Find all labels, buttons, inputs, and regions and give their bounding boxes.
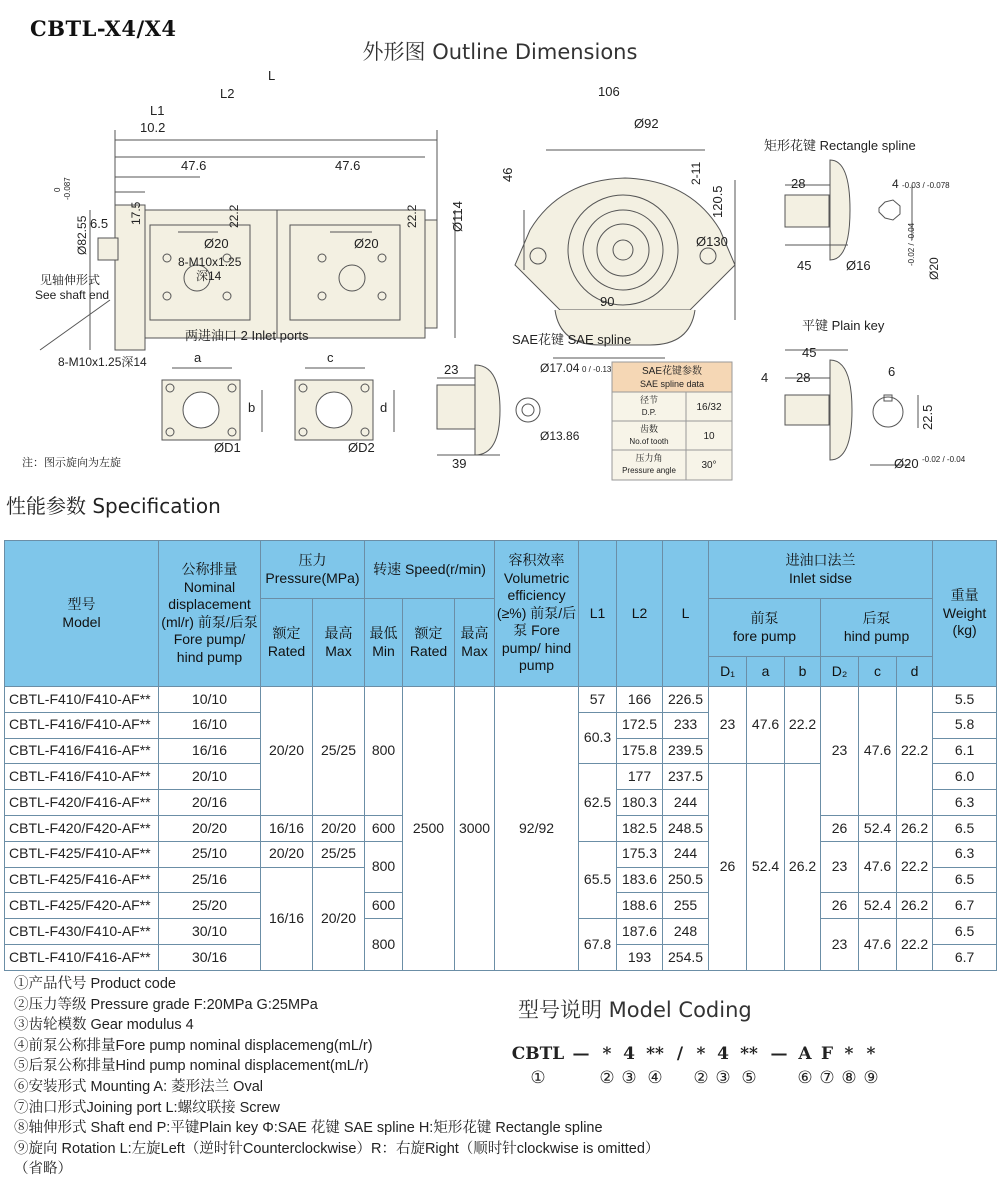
coding-segment: ⑤ (741, 1068, 757, 1088)
thread-depth: 深14 (196, 269, 222, 283)
cell-weight: 6.1 (933, 738, 997, 764)
rect-dim-45: 45 (797, 258, 812, 273)
cell-disp: 16/16 (159, 738, 261, 764)
shaft-note-cn: 见轴伸形式 (40, 273, 101, 287)
sae-spline-drawing (437, 365, 540, 455)
cell-c: 47.6 (859, 687, 897, 816)
cell-min: 600 (365, 815, 403, 841)
dim-shaft-tol-top: 0 (53, 187, 62, 192)
cell-D1: 26 (709, 764, 747, 970)
note-item: ⑦油口形式Joining port L:螺纹联接 Screw (14, 1099, 280, 1116)
col-pressure-rated: 额定 Rated (261, 599, 313, 687)
cell-speed-max: 3000 (455, 687, 495, 971)
col-hind-pump: 后泵 hind pump (821, 599, 933, 657)
shaft-note-en: See shaft end (35, 288, 110, 302)
coding-segment: * (696, 1044, 706, 1064)
col-d: d (897, 657, 933, 687)
cell-max: 20/20 (313, 867, 365, 970)
note-item: ②压力等级 Pressure grade F:20MPa G:25MPa (14, 996, 318, 1013)
inlet-dim-b: b (248, 400, 256, 415)
cell-weight: 6.3 (933, 790, 997, 816)
coding-segment: * (866, 1044, 876, 1064)
rect-spline-drawing (785, 160, 912, 260)
col-c: c (859, 657, 897, 687)
note-item: ⑥安装形式 Mounting A: 菱形法兰 Oval (14, 1078, 263, 1095)
plain-dim-6: 6 (888, 364, 896, 379)
cell-a: 47.6 (747, 687, 785, 764)
dim-90: 90 (600, 294, 615, 309)
cell-rated: 20/20 (261, 687, 313, 816)
coding-segment: ④ (647, 1068, 663, 1088)
cell-speed-rated: 2500 (403, 687, 455, 971)
cell-weight: 6.5 (933, 867, 997, 893)
model-coding-title: 型号说明 Model Coding (518, 998, 752, 1022)
cell-L2: 175.8 (617, 738, 663, 764)
cell-model: CBTL-F410/F410-AF** (5, 687, 159, 713)
dim-L: L (268, 68, 276, 83)
sae-dim-23: 23 (444, 362, 459, 377)
cell-L: 248.5 (663, 815, 709, 841)
cell-D2: 26 (821, 815, 859, 841)
product-title: CBTL-X4/X4 (30, 16, 177, 41)
coding-segment: ⑧ (841, 1068, 857, 1088)
spec-table (4, 540, 997, 971)
cell-disp: 30/10 (159, 919, 261, 945)
dim-6-5: 6.5 (90, 216, 109, 231)
col-speed: 转速 Speed(r/min) (365, 541, 495, 599)
rect-dim-20-tol: -0.02 / -0.04 (907, 222, 916, 266)
cell-d: 22.2 (897, 841, 933, 893)
cell-model: CBTL-F410/F416-AF** (5, 944, 159, 970)
sae-table-title-en: SAE spline data (639, 379, 705, 389)
dim-106: 106 (598, 84, 620, 99)
dim-shaft-dia: Ø82.55 (75, 215, 89, 255)
dim-22-2-a: 22.2 (227, 204, 241, 228)
plain-dim-20-tol: -0.02 / -0.04 (922, 455, 966, 464)
cell-L: 237.5 (663, 764, 709, 790)
sae-row-angle-value: 30° (701, 460, 717, 471)
coding-segment: * (844, 1044, 854, 1064)
dim-L2: L2 (220, 86, 235, 101)
col-L1: L1 (579, 541, 617, 687)
coding-segment: ** (646, 1044, 664, 1064)
cell-L: 255 (663, 893, 709, 919)
cell-max: 25/25 (313, 841, 365, 867)
cell-weight: 6.5 (933, 919, 997, 945)
cell-rated: 20/20 (261, 841, 313, 867)
rect-dim-20: Ø20 (927, 257, 941, 280)
cell-L: 250.5 (663, 867, 709, 893)
sae-dim-13-86: Ø13.86 (540, 429, 580, 443)
coding-segment: ⑥ (797, 1068, 813, 1088)
dim-120-5: 120.5 (710, 185, 725, 218)
cell-disp: 16/10 (159, 712, 261, 738)
coding-segment: / (676, 1044, 684, 1064)
plain-dim-4: 4 (761, 370, 769, 385)
cell-L2: 193 (617, 944, 663, 970)
outline-title: 外形图 Outline Dimensions (362, 40, 638, 64)
coding-segment: ⑦ (819, 1068, 835, 1088)
cell-min: 800 (365, 687, 403, 816)
cell-L: 244 (663, 841, 709, 867)
dim-2-11: 2-11 (689, 161, 703, 185)
cell-L2: 177 (617, 764, 663, 790)
coding-segment: A (798, 1044, 812, 1064)
cell-disp: 20/20 (159, 815, 261, 841)
col-b: b (785, 657, 821, 687)
sae-table-title-cn: SAE花键参数 (641, 366, 703, 377)
cell-c: 47.6 (859, 841, 897, 893)
cell-weight: 6.5 (933, 815, 997, 841)
cell-disp: 10/10 (159, 687, 261, 713)
coding-segment: — (572, 1044, 590, 1064)
cell-min: 600 (365, 893, 403, 919)
pump-side-view (40, 130, 455, 350)
note-item: ④前泵公称排量Fore pump nominal displacemeng(mL/r) (14, 1037, 373, 1054)
coding-segment: ② (693, 1068, 709, 1088)
plain-key-drawing (785, 350, 918, 465)
note-item: ⑧轴伸形式 Shaft end P:平键Plain key Φ:SAE 花键 SAE spline H:矩形花键 Rectangle spline (14, 1120, 603, 1137)
inlet-dim-d: d (380, 400, 388, 415)
plain-dim-20: Ø20 (894, 456, 919, 471)
coding-segment: ① (530, 1068, 546, 1088)
cell-L2: 166 (617, 687, 663, 713)
coding-segment: F (820, 1044, 834, 1064)
dim-114: Ø114 (450, 201, 465, 232)
dim-22-2-b: 22.2 (405, 204, 419, 228)
col-vol-eff: 容积效率 Volumetric efficiency (≥%) 前泵/后泵 Fore pump/ hind pump (495, 541, 579, 687)
cell-L1: 67.8 (579, 919, 617, 971)
cell-model: CBTL-F416/F410-AF** (5, 764, 159, 790)
dim-17-5: 17.5 (129, 201, 143, 225)
coding-segment: — (770, 1044, 788, 1064)
coding-segment: ⑨ (863, 1068, 879, 1088)
col-speed-min: 最低 Min (365, 599, 403, 687)
cell-disp: 25/10 (159, 841, 261, 867)
sae-dim-17-tol: 0 / -0.13 (582, 365, 612, 374)
coding-segment: 4 (717, 1044, 729, 1064)
plain-dim-28: 28 (796, 370, 811, 385)
cell-a: 52.4 (747, 764, 785, 970)
col-D1: D₁ (709, 657, 747, 687)
cell-L2: 182.5 (617, 815, 663, 841)
dim-10-2: 10.2 (140, 120, 166, 135)
cell-model: CBTL-F416/F410-AF** (5, 712, 159, 738)
cell-b: 22.2 (785, 687, 821, 764)
col-speed-max: 最高 Max (455, 599, 495, 687)
thread-spec: 8-M10x1.25 (178, 255, 242, 269)
cell-D2: 23 (821, 841, 859, 893)
dim-47-6-b: 47.6 (335, 158, 361, 173)
cell-L2: 183.6 (617, 867, 663, 893)
col-weight: 重量 Weight (kg) (933, 541, 997, 687)
cell-disp: 25/20 (159, 893, 261, 919)
sae-row-dp-value: 16/32 (696, 402, 722, 413)
sae-title: SAE花键 SAE spline (512, 332, 632, 347)
coding-segment: ③ (621, 1068, 637, 1088)
cell-D1: 23 (709, 687, 747, 764)
col-L2: L2 (617, 541, 663, 687)
cell-model: CBTL-F425/F410-AF** (5, 841, 159, 867)
cell-L: 254.5 (663, 944, 709, 970)
sae-row-tooth-value: 10 (703, 431, 715, 442)
inlet-title: 两进油口 2 Inlet ports (185, 328, 309, 343)
dim-20-a: Ø20 (204, 236, 229, 251)
inlet-dim-a: a (194, 350, 202, 365)
cell-model: CBTL-F416/F416-AF** (5, 738, 159, 764)
cell-max: 25/25 (313, 687, 365, 816)
inlet-ports-drawing (162, 368, 394, 440)
rect-spline-title: 矩形花键 Rectangle spline (764, 138, 916, 153)
cell-L2: 172.5 (617, 712, 663, 738)
col-pressure: 压力 Pressure(MPa) (261, 541, 365, 599)
cell-c: 52.4 (859, 893, 897, 919)
cell-disp: 20/10 (159, 764, 261, 790)
coding-segment: ** (740, 1044, 758, 1064)
dim-47-6-a: 47.6 (181, 158, 207, 173)
col-L: L (663, 541, 709, 687)
cell-D2: 23 (821, 687, 859, 816)
cell-rated: 16/16 (261, 867, 313, 970)
coding-segment: * (602, 1044, 612, 1064)
sae-row-dp-en: D.P. (641, 408, 657, 417)
rect-dim-4-tol: -0.03 / -0.078 (902, 181, 950, 190)
cell-weight: 5.8 (933, 712, 997, 738)
cell-L2: 180.3 (617, 790, 663, 816)
col-fore-pump: 前泵 fore pump (709, 599, 821, 657)
rect-dim-16: Ø16 (846, 258, 871, 273)
cell-b: 26.2 (785, 764, 821, 970)
plain-key-title: 平键 Plain key (802, 318, 885, 333)
note-item: ⑨旋向 Rotation L:左旋Left（逆时针Counterclockwise）R：右旋Right（顺时针clockwise is omitted）（省略） (14, 1140, 660, 1178)
cell-L: 244 (663, 790, 709, 816)
sae-row-tooth-cn: 齿数 (639, 424, 659, 434)
model-coding-line (510, 1044, 882, 1064)
sae-row-angle-en: Pressure angle (622, 466, 676, 475)
cell-rated: 16/16 (261, 815, 313, 841)
cell-L: 248 (663, 919, 709, 945)
cell-d: 22.2 (897, 687, 933, 816)
cell-L1: 60.3 (579, 712, 617, 764)
cell-vol: 92/92 (495, 687, 579, 971)
sae-dim-17-04: Ø17.04 (540, 361, 580, 375)
col-pressure-max: 最高 Max (313, 599, 365, 687)
rect-dim-28: 28 (791, 176, 806, 191)
cell-L2: 175.3 (617, 841, 663, 867)
cell-max: 20/20 (313, 815, 365, 841)
note-item: ⑤后泵公称排量Hind pump nominal displacement(mL/r) (14, 1058, 369, 1075)
cell-model: CBTL-F420/F416-AF** (5, 790, 159, 816)
cell-disp: 25/16 (159, 867, 261, 893)
model-coding-numbers (510, 1068, 882, 1088)
col-D2: D₂ (821, 657, 859, 687)
spec-title: 性能参数 Specification (6, 494, 221, 518)
cell-model: CBTL-F420/F420-AF** (5, 815, 159, 841)
dim-46: 46 (500, 167, 515, 182)
cell-c: 52.4 (859, 815, 897, 841)
cell-weight: 6.0 (933, 764, 997, 790)
inlet-dim-D2: ØD2 (348, 440, 375, 455)
cell-L2: 187.6 (617, 919, 663, 945)
col-speed-rated: 额定 Rated (403, 599, 455, 687)
coding-segment: 4 (623, 1044, 635, 1064)
cell-disp: 20/16 (159, 790, 261, 816)
cell-weight: 5.5 (933, 687, 997, 713)
col-model: 型号 Model (5, 541, 159, 687)
dim-shaft-tol-bot: -0.087 (63, 177, 72, 200)
coding-segment: ③ (715, 1068, 731, 1088)
coding-segment: ② (599, 1068, 615, 1088)
cell-L2: 188.6 (617, 893, 663, 919)
inlet-dim-c: c (327, 350, 334, 365)
col-displacement: 公称排量 Nominal displacement (ml/r) 前泵/后泵 Fore pump/ hind pump (159, 541, 261, 687)
cell-weight: 6.7 (933, 893, 997, 919)
plain-dim-22-5: 22.5 (920, 404, 935, 430)
cell-d: 26.2 (897, 815, 933, 841)
cell-weight: 6.7 (933, 944, 997, 970)
cell-L: 233 (663, 712, 709, 738)
cell-weight: 6.3 (933, 841, 997, 867)
inlet-dim-D1: ØD1 (214, 440, 241, 455)
note-item: ③齿轮模数 Gear modulus 4 (14, 1017, 194, 1034)
sae-row-angle-cn: 压力角 (635, 453, 663, 463)
dim-130: Ø130 (696, 234, 728, 249)
cell-L: 226.5 (663, 687, 709, 713)
cell-disp: 30/16 (159, 944, 261, 970)
sae-row-dp-cn: 径节 (639, 395, 659, 405)
cell-d: 26.2 (897, 893, 933, 919)
cell-D2: 23 (821, 919, 859, 971)
cell-min: 800 (365, 919, 403, 971)
dim-92: Ø92 (634, 116, 659, 131)
dim-20-b: Ø20 (354, 236, 379, 251)
cell-L: 239.5 (663, 738, 709, 764)
cell-D2: 26 (821, 893, 859, 919)
rect-dim-4: 4 (892, 177, 899, 191)
cell-L1: 57 (579, 687, 617, 713)
col-a: a (747, 657, 785, 687)
outline-drawing (0, 60, 1000, 490)
plain-dim-45: 45 (802, 345, 817, 360)
cell-d: 22.2 (897, 919, 933, 971)
col-inlet: 进油口法兰 Inlet sidse (709, 541, 933, 599)
cell-L1: 65.5 (579, 841, 617, 918)
note-item: ①产品代号 Product code (14, 976, 176, 992)
cell-c: 47.6 (859, 919, 897, 971)
dim-L1: L1 (150, 103, 165, 118)
sae-row-tooth-en: No.of tooth (629, 437, 669, 446)
cell-min: 800 (365, 841, 403, 893)
cell-L1: 62.5 (579, 764, 617, 841)
inlet-thread: 8-M10x1.25深14 (58, 355, 147, 369)
cell-model: CBTL-F430/F410-AF** (5, 919, 159, 945)
coding-segment: CBTL (511, 1044, 565, 1064)
cell-model: CBTL-F425/F420-AF** (5, 893, 159, 919)
cell-model: CBTL-F425/F416-AF** (5, 867, 159, 893)
rotation-note: 注：图示旋向为左旋 (22, 457, 121, 469)
sae-dim-39: 39 (452, 456, 467, 471)
table-row (5, 687, 997, 713)
